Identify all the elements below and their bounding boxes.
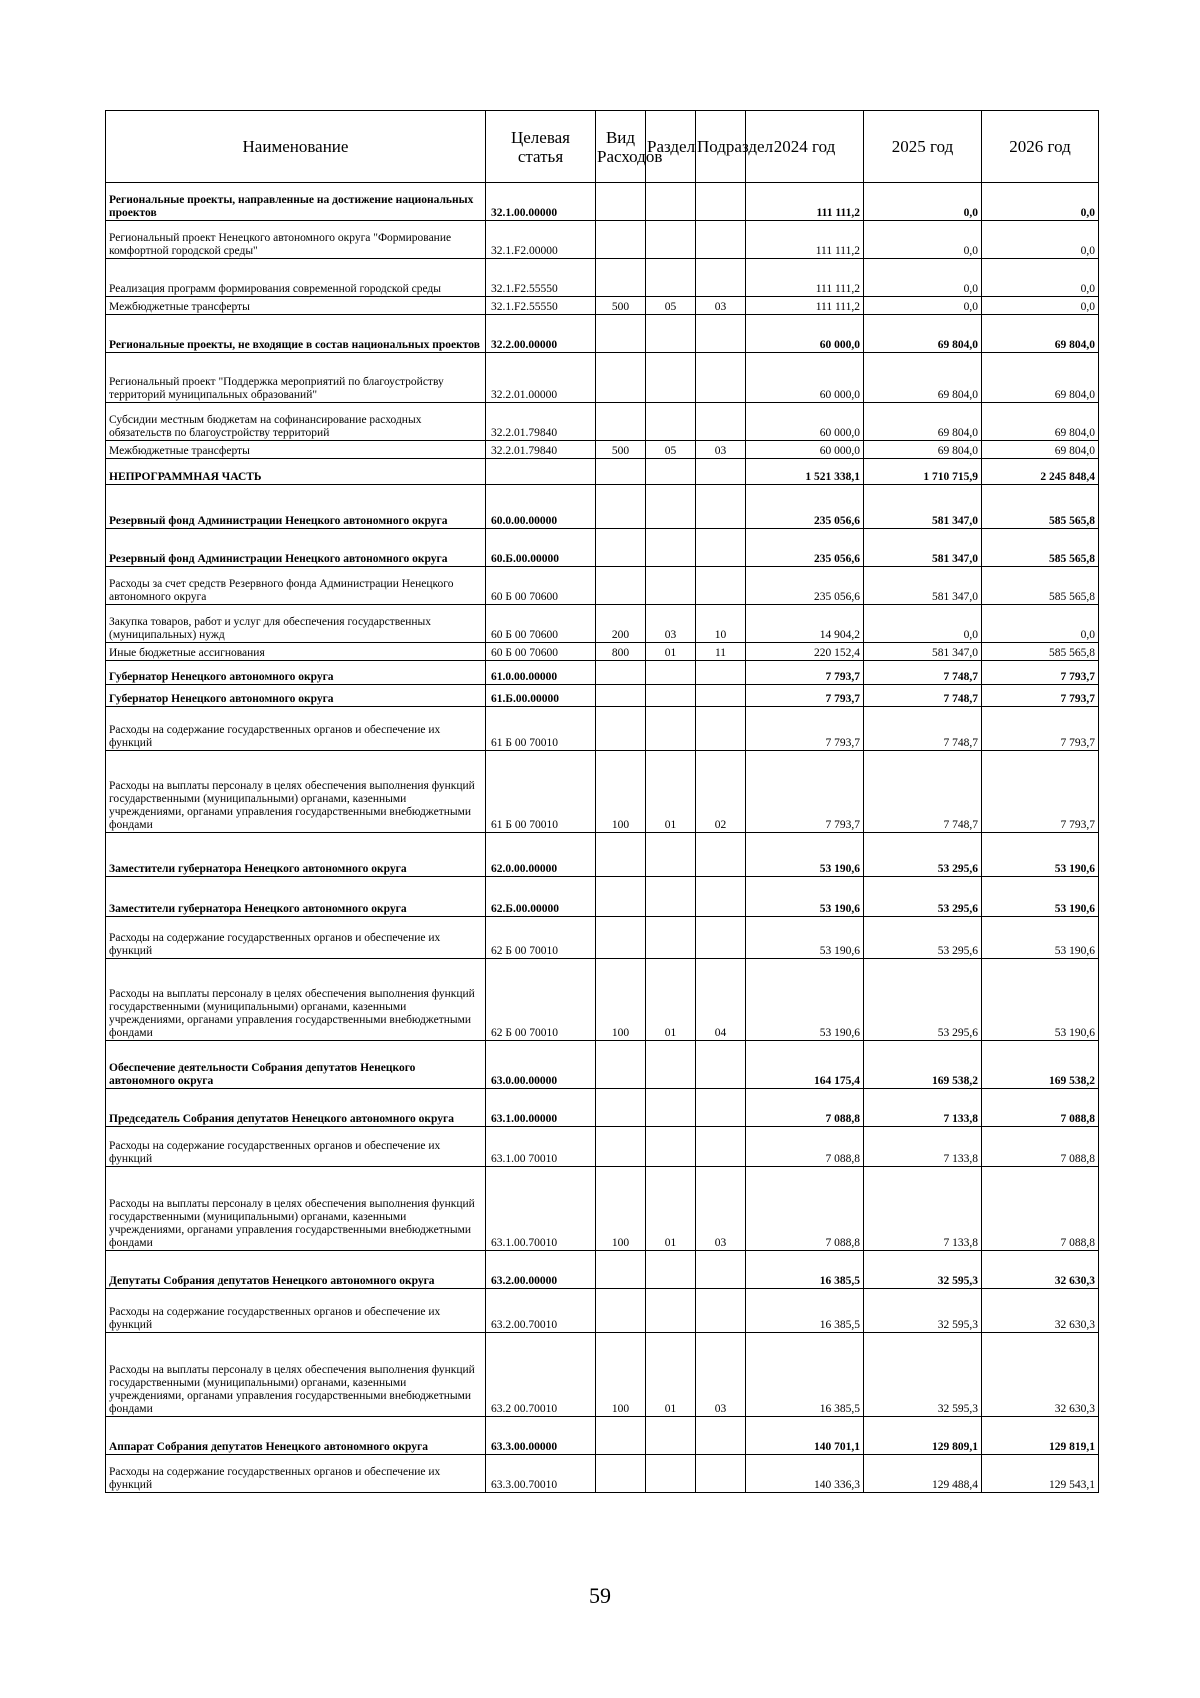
row-article: 63.2.00.00000 <box>486 1251 596 1289</box>
table-row <box>106 353 1099 403</box>
row-2026: 53 190,6 <box>982 833 1099 877</box>
budget-table <box>105 110 1099 1493</box>
row-article: 32.1.F2.55550 <box>486 259 596 297</box>
row-section <box>646 917 696 959</box>
row-section <box>646 567 696 605</box>
row-name: Региональный проект Ненецкого автономного округа "Формирование комфортной городской среды" <box>106 221 486 259</box>
row-section: 01 <box>646 1333 696 1417</box>
row-section <box>646 1417 696 1455</box>
table-row <box>106 183 1099 221</box>
row-2024: 111 111,2 <box>746 183 864 221</box>
row-2024: 220 152,4 <box>746 643 864 661</box>
row-article: 32.2.00.00000 <box>486 315 596 353</box>
row-article: 32.1.F2.55550 <box>486 297 596 315</box>
row-2026: 169 538,2 <box>982 1041 1099 1089</box>
row-kind <box>596 1041 646 1089</box>
row-subsection <box>696 353 746 403</box>
row-section <box>646 1289 696 1333</box>
row-2024: 53 190,6 <box>746 877 864 917</box>
table-row <box>106 529 1099 567</box>
row-name: Межбюджетные трансферты <box>106 441 486 459</box>
row-section <box>646 315 696 353</box>
table-row <box>106 297 1099 315</box>
row-section <box>646 529 696 567</box>
row-2026: 129 819,1 <box>982 1417 1099 1455</box>
row-subsection <box>696 661 746 685</box>
row-2026: 7 088,8 <box>982 1167 1099 1251</box>
row-name: Аппарат Собрания депутатов Ненецкого автономного округа <box>106 1417 486 1455</box>
row-2025: 7 133,8 <box>864 1127 982 1167</box>
row-2026: 7 793,7 <box>982 661 1099 685</box>
row-kind: 100 <box>596 1167 646 1251</box>
row-subsection: 10 <box>696 605 746 643</box>
row-2026: 585 565,8 <box>982 643 1099 661</box>
row-section: 03 <box>646 605 696 643</box>
table-row <box>106 1417 1099 1455</box>
row-subsection <box>696 485 746 529</box>
row-section <box>646 1455 696 1493</box>
row-2024: 7 088,8 <box>746 1167 864 1251</box>
row-section: 01 <box>646 643 696 661</box>
header-name: Наименование <box>106 111 486 183</box>
row-article: 63.1.00 70010 <box>486 1127 596 1167</box>
row-2025: 69 804,0 <box>864 315 982 353</box>
row-subsection: 03 <box>696 1333 746 1417</box>
table-row <box>106 459 1099 485</box>
row-section <box>646 877 696 917</box>
header-kind: Вид Расходов <box>596 111 646 183</box>
row-kind <box>596 259 646 297</box>
header-2025: 2025 год <box>864 111 982 183</box>
row-2025: 69 804,0 <box>864 403 982 441</box>
table-row <box>106 315 1099 353</box>
row-name: Председатель Собрания депутатов Ненецкого автономного округа <box>106 1089 486 1127</box>
table-row <box>106 1333 1099 1417</box>
row-2024: 235 056,6 <box>746 529 864 567</box>
row-name: Расходы на выплаты персоналу в целях обеспечения выполнения функций государственными (муниципальными) органами, казенными учреждениями, органами управления государственными внебюджетными фондами <box>106 751 486 833</box>
row-2024: 60 000,0 <box>746 315 864 353</box>
row-2026: 69 804,0 <box>982 315 1099 353</box>
row-subsection <box>696 1041 746 1089</box>
table-row <box>106 221 1099 259</box>
table-row <box>106 259 1099 297</box>
row-2025: 0,0 <box>864 259 982 297</box>
row-2026: 7 088,8 <box>982 1127 1099 1167</box>
row-2025: 7 748,7 <box>864 707 982 751</box>
row-subsection <box>696 403 746 441</box>
row-2025: 169 538,2 <box>864 1041 982 1089</box>
row-2025: 32 595,3 <box>864 1333 982 1417</box>
row-kind <box>596 1289 646 1333</box>
row-article: 61.Б.00.00000 <box>486 685 596 707</box>
row-2024: 111 111,2 <box>746 221 864 259</box>
row-section <box>646 833 696 877</box>
row-subsection <box>696 1127 746 1167</box>
row-name: Расходы за счет средств Резервного фонда Администрации Ненецкого автономного округа <box>106 567 486 605</box>
table-row <box>106 917 1099 959</box>
row-kind <box>596 917 646 959</box>
row-2026: 0,0 <box>982 297 1099 315</box>
row-subsection: 02 <box>696 751 746 833</box>
row-name: Межбюджетные трансферты <box>106 297 486 315</box>
row-2025: 0,0 <box>864 605 982 643</box>
table-row <box>106 661 1099 685</box>
row-kind <box>596 315 646 353</box>
row-kind <box>596 707 646 751</box>
row-name: Губернатор Ненецкого автономного округа <box>106 685 486 707</box>
row-subsection <box>696 1289 746 1333</box>
row-2024: 235 056,6 <box>746 485 864 529</box>
row-2026: 32 630,3 <box>982 1251 1099 1289</box>
row-2025: 129 488,4 <box>864 1455 982 1493</box>
row-article: 32.1.F2.00000 <box>486 221 596 259</box>
header-section: Раздел <box>646 111 696 183</box>
row-2024: 235 056,6 <box>746 567 864 605</box>
row-2025: 129 809,1 <box>864 1417 982 1455</box>
row-2026: 7 088,8 <box>982 1089 1099 1127</box>
row-2024: 60 000,0 <box>746 353 864 403</box>
row-section <box>646 685 696 707</box>
row-article: 61 Б 00 70010 <box>486 707 596 751</box>
row-subsection <box>696 221 746 259</box>
row-2024: 7 793,7 <box>746 751 864 833</box>
row-subsection <box>696 917 746 959</box>
table-row <box>106 751 1099 833</box>
row-name: Заместители губернатора Ненецкого автономного округа <box>106 877 486 917</box>
row-2026: 2 245 848,4 <box>982 459 1099 485</box>
row-kind: 100 <box>596 751 646 833</box>
row-name: Расходы на выплаты персоналу в целях обеспечения выполнения функций государственными (муниципальными) органами, казенными учреждениями, органами управления государственными внебюджетными фондами <box>106 959 486 1041</box>
table-row <box>106 707 1099 751</box>
row-2025: 581 347,0 <box>864 567 982 605</box>
table-body <box>106 183 1099 1493</box>
row-article: 63.2 00.70010 <box>486 1333 596 1417</box>
row-section <box>646 183 696 221</box>
row-2026: 585 565,8 <box>982 567 1099 605</box>
table-row <box>106 643 1099 661</box>
row-2026: 0,0 <box>982 221 1099 259</box>
row-kind <box>596 567 646 605</box>
row-article: 62.0.00.00000 <box>486 833 596 877</box>
row-article: 63.2.00.70010 <box>486 1289 596 1333</box>
row-name: Резервный фонд Администрации Ненецкого автономного округа <box>106 529 486 567</box>
row-kind <box>596 1251 646 1289</box>
row-article: 62.Б.00.00000 <box>486 877 596 917</box>
row-2024: 53 190,6 <box>746 917 864 959</box>
row-2026: 69 804,0 <box>982 403 1099 441</box>
row-2025: 69 804,0 <box>864 353 982 403</box>
row-name: Субсидии местным бюджетам на софинансирование расходных обязательств по благоустройству территорий <box>106 403 486 441</box>
row-2026: 32 630,3 <box>982 1333 1099 1417</box>
row-name: Расходы на содержание государственных органов и обеспечение их функций <box>106 917 486 959</box>
header-2024: 2024 год <box>746 111 864 183</box>
row-article: 61.0.00.00000 <box>486 661 596 685</box>
row-2026: 69 804,0 <box>982 441 1099 459</box>
row-subsection: 03 <box>696 1167 746 1251</box>
row-name: Резервный фонд Администрации Ненецкого автономного округа <box>106 485 486 529</box>
row-section <box>646 1089 696 1127</box>
row-2025: 581 347,0 <box>864 643 982 661</box>
table-row <box>106 1289 1099 1333</box>
table-row <box>106 1127 1099 1167</box>
header-2026: 2026 год <box>982 111 1099 183</box>
row-2024: 1 521 338,1 <box>746 459 864 485</box>
row-2025: 69 804,0 <box>864 441 982 459</box>
row-subsection <box>696 1455 746 1493</box>
row-2024: 14 904,2 <box>746 605 864 643</box>
row-2024: 140 336,3 <box>746 1455 864 1493</box>
table-row <box>106 1455 1099 1493</box>
row-2025: 53 295,6 <box>864 833 982 877</box>
row-name: НЕПРОГРАММНАЯ ЧАСТЬ <box>106 459 486 485</box>
row-kind <box>596 485 646 529</box>
row-subsection <box>696 833 746 877</box>
row-2026: 53 190,6 <box>982 877 1099 917</box>
row-kind: 100 <box>596 959 646 1041</box>
row-name: Депутаты Собрания депутатов Ненецкого автономного округа <box>106 1251 486 1289</box>
row-section <box>646 661 696 685</box>
row-article: 32.1.00.00000 <box>486 183 596 221</box>
row-subsection <box>696 529 746 567</box>
row-section <box>646 485 696 529</box>
row-name: Региональные проекты, направленные на достижение национальных проектов <box>106 183 486 221</box>
row-subsection <box>696 685 746 707</box>
row-2024: 60 000,0 <box>746 403 864 441</box>
row-subsection <box>696 315 746 353</box>
row-subsection <box>696 1089 746 1127</box>
row-2025: 7 748,7 <box>864 685 982 707</box>
row-kind <box>596 183 646 221</box>
row-kind <box>596 833 646 877</box>
row-section <box>646 259 696 297</box>
row-2026: 0,0 <box>982 183 1099 221</box>
row-kind <box>596 1455 646 1493</box>
row-article: 63.1.00.00000 <box>486 1089 596 1127</box>
row-name: Расходы на выплаты персоналу в целях обеспечения выполнения функций государственными (муниципальными) органами, казенными учреждениями, органами управления государственными внебюджетными фондами <box>106 1167 486 1251</box>
row-2024: 7 793,7 <box>746 685 864 707</box>
row-2024: 16 385,5 <box>746 1289 864 1333</box>
row-article: 63.1.00.70010 <box>486 1167 596 1251</box>
row-subsection: 11 <box>696 643 746 661</box>
row-name: Расходы на содержание государственных органов и обеспечение их функций <box>106 707 486 751</box>
row-2024: 111 111,2 <box>746 297 864 315</box>
row-kind <box>596 353 646 403</box>
table-row <box>106 1089 1099 1127</box>
row-article: 60 Б 00 70600 <box>486 643 596 661</box>
row-name: Расходы на выплаты персоналу в целях обеспечения выполнения функций государственными (муниципальными) органами, казенными учреждениями, органами управления государственными внебюджетными фондами <box>106 1333 486 1417</box>
row-name: Расходы на содержание государственных органов и обеспечение их функций <box>106 1127 486 1167</box>
row-2024: 7 793,7 <box>746 707 864 751</box>
row-name: Иные бюджетные ассигнования <box>106 643 486 661</box>
row-subsection <box>696 877 746 917</box>
row-2026: 53 190,6 <box>982 959 1099 1041</box>
row-article: 60.Б.00.00000 <box>486 529 596 567</box>
row-kind <box>596 1127 646 1167</box>
header-subsection: Подраздел <box>696 111 746 183</box>
row-article: 63.3.00.00000 <box>486 1417 596 1455</box>
row-subsection: 03 <box>696 441 746 459</box>
table-row <box>106 485 1099 529</box>
row-section <box>646 707 696 751</box>
row-kind <box>596 1417 646 1455</box>
row-name: Губернатор Ненецкого автономного округа <box>106 661 486 685</box>
row-kind: 200 <box>596 605 646 643</box>
row-2025: 7 748,7 <box>864 661 982 685</box>
row-name: Обеспечение деятельности Собрания депутатов Ненецкого автономного округа <box>106 1041 486 1089</box>
row-2026: 7 793,7 <box>982 685 1099 707</box>
row-article: 63.0.00.00000 <box>486 1041 596 1089</box>
row-kind <box>596 403 646 441</box>
table-row <box>106 403 1099 441</box>
row-2026: 7 793,7 <box>982 751 1099 833</box>
row-section <box>646 1251 696 1289</box>
row-name: Региональный проект "Поддержка мероприятий по благоустройству территорий муниципальных образований" <box>106 353 486 403</box>
row-kind: 100 <box>596 1333 646 1417</box>
row-2024: 53 190,6 <box>746 833 864 877</box>
row-2025: 581 347,0 <box>864 529 982 567</box>
row-kind <box>596 459 646 485</box>
row-2025: 0,0 <box>864 221 982 259</box>
row-name: Расходы на содержание государственных органов и обеспечение их функций <box>106 1455 486 1493</box>
row-2026: 32 630,3 <box>982 1289 1099 1333</box>
row-2025: 53 295,6 <box>864 917 982 959</box>
row-2024: 16 385,5 <box>746 1251 864 1289</box>
row-subsection <box>696 1251 746 1289</box>
row-article: 63.3.00.70010 <box>486 1455 596 1493</box>
row-section <box>646 403 696 441</box>
row-2025: 53 295,6 <box>864 877 982 917</box>
row-section: 05 <box>646 297 696 315</box>
row-section <box>646 1041 696 1089</box>
row-name: Региональные проекты, не входящие в состав национальных проектов <box>106 315 486 353</box>
row-section: 01 <box>646 751 696 833</box>
row-kind: 500 <box>596 297 646 315</box>
header-article: Целевая статья <box>486 111 596 183</box>
row-2026: 0,0 <box>982 605 1099 643</box>
table-row <box>106 567 1099 605</box>
table-row <box>106 1251 1099 1289</box>
row-2026: 0,0 <box>982 259 1099 297</box>
table-row <box>106 959 1099 1041</box>
row-article: 32.2.01.79840 <box>486 441 596 459</box>
row-article: 32.2.01.79840 <box>486 403 596 441</box>
table-row <box>106 605 1099 643</box>
row-name: Закупка товаров, работ и услуг для обеспечения государственных (муниципальных) нужд <box>106 605 486 643</box>
row-kind: 500 <box>596 441 646 459</box>
row-2026: 7 793,7 <box>982 707 1099 751</box>
row-article: 60 Б 00 70600 <box>486 605 596 643</box>
row-2024: 7 793,7 <box>746 661 864 685</box>
row-2024: 140 701,1 <box>746 1417 864 1455</box>
row-kind <box>596 221 646 259</box>
row-kind <box>596 1089 646 1127</box>
row-subsection <box>696 183 746 221</box>
row-2025: 7 748,7 <box>864 751 982 833</box>
row-section: 01 <box>646 1167 696 1251</box>
row-subsection <box>696 567 746 605</box>
row-2025: 581 347,0 <box>864 485 982 529</box>
row-2025: 0,0 <box>864 183 982 221</box>
row-section: 05 <box>646 441 696 459</box>
row-section <box>646 221 696 259</box>
table-row <box>106 685 1099 707</box>
row-subsection: 03 <box>696 297 746 315</box>
row-2025: 53 295,6 <box>864 959 982 1041</box>
row-2025: 7 133,8 <box>864 1089 982 1127</box>
row-article <box>486 459 596 485</box>
row-subsection <box>696 259 746 297</box>
row-2025: 32 595,3 <box>864 1251 982 1289</box>
row-kind <box>596 661 646 685</box>
row-subsection: 04 <box>696 959 746 1041</box>
row-subsection <box>696 1417 746 1455</box>
page-number: 59 <box>589 1583 611 1608</box>
table-header-row <box>106 111 1099 183</box>
row-article: 60 Б 00 70600 <box>486 567 596 605</box>
row-subsection <box>696 459 746 485</box>
table-row <box>106 877 1099 917</box>
row-2024: 7 088,8 <box>746 1127 864 1167</box>
row-article: 32.2.01.00000 <box>486 353 596 403</box>
row-2025: 32 595,3 <box>864 1289 982 1333</box>
row-article: 61 Б 00 70010 <box>486 751 596 833</box>
row-2024: 60 000,0 <box>746 441 864 459</box>
row-2026: 53 190,6 <box>982 917 1099 959</box>
row-kind <box>596 529 646 567</box>
table-row <box>106 1167 1099 1251</box>
table-row <box>106 833 1099 877</box>
row-2024: 53 190,6 <box>746 959 864 1041</box>
row-article: 62 Б 00 70010 <box>486 959 596 1041</box>
row-kind <box>596 877 646 917</box>
table-row <box>106 441 1099 459</box>
row-section <box>646 353 696 403</box>
row-section <box>646 459 696 485</box>
row-name: Реализация программ формирования современной городской среды <box>106 259 486 297</box>
row-section <box>646 1127 696 1167</box>
row-2026: 585 565,8 <box>982 529 1099 567</box>
row-subsection <box>696 707 746 751</box>
row-2024: 164 175,4 <box>746 1041 864 1089</box>
row-2024: 7 088,8 <box>746 1089 864 1127</box>
row-article: 60.0.00.00000 <box>486 485 596 529</box>
row-kind: 800 <box>596 643 646 661</box>
row-2025: 1 710 715,9 <box>864 459 982 485</box>
row-section: 01 <box>646 959 696 1041</box>
row-article: 62 Б 00 70010 <box>486 917 596 959</box>
row-2025: 0,0 <box>864 297 982 315</box>
row-2026: 129 543,1 <box>982 1455 1099 1493</box>
row-2026: 585 565,8 <box>982 485 1099 529</box>
row-2024: 16 385,5 <box>746 1333 864 1417</box>
row-kind <box>596 685 646 707</box>
row-name: Заместители губернатора Ненецкого автономного округа <box>106 833 486 877</box>
row-2025: 7 133,8 <box>864 1167 982 1251</box>
row-name: Расходы на содержание государственных органов и обеспечение их функций <box>106 1289 486 1333</box>
row-2026: 69 804,0 <box>982 353 1099 403</box>
table-row <box>106 1041 1099 1089</box>
row-2024: 111 111,2 <box>746 259 864 297</box>
